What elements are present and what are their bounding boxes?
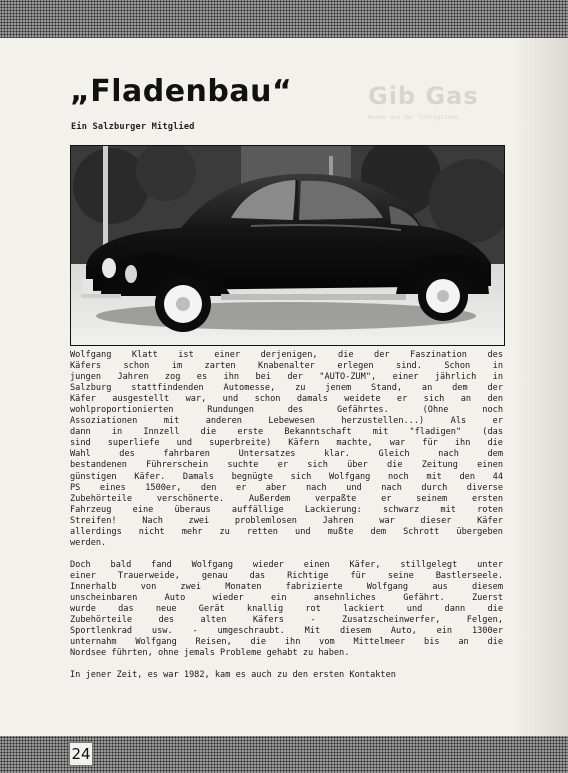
article-body xyxy=(70,350,503,692)
facing-page-edge xyxy=(512,38,568,736)
text-line: Doch bald fand Wolfgang wieder einen Käfer, stillgelegt unter xyxy=(70,559,503,570)
text-line: allerdings nicht mehr zu retten und mußte dem Schrott übergeben xyxy=(70,526,503,537)
text-line: Zubehörteile des alten Käfers - Zusatzscheinwerfer, Felgen, xyxy=(70,615,503,626)
text-line: PS eines 1500er, den er aber nach und nach durch diverse xyxy=(70,482,503,493)
article-byline: Ein Salzburger Mitglied xyxy=(71,122,195,132)
text-line: sind superliefe und superbreite) Käfern machte, war für ihn die xyxy=(70,438,503,449)
article-paragraph-2 xyxy=(70,560,503,659)
text-line: jungen Jahren zog es ihn bei der "AUTO-ZUM", einer jährlich in xyxy=(70,372,503,383)
text-line: Innerhalb von zwei Monaten fabrizierte Wolfgang aus diesem xyxy=(70,581,503,592)
text-line: bestandenen Führerschein suchte er sich über die Zeitung einen xyxy=(70,460,503,471)
show-through-subheading: Neues aus der Tuningszene xyxy=(368,114,459,121)
text-line: unternahm Wolfgang Reisen, die ihn vom Mittelmeer bis an die xyxy=(70,637,503,648)
text-line: günstigen Käfer. Damals begnügte sich Wolfgang noch mit den 44 xyxy=(70,471,503,482)
text-line: Streifen! Nach zwei problemlosen Jahren war dieser Käfer xyxy=(70,515,503,526)
text-line: Nordsee führten, ohne jemals Probleme gehabt zu haben. xyxy=(70,648,350,659)
text-line: wurde das neue Gerät knallig rot lackiert und dann die xyxy=(70,604,503,615)
article-photo-vw-beetle xyxy=(70,145,505,346)
halftone-top-band xyxy=(0,0,568,38)
text-line: In jener Zeit, es war 1982, kam es auch zu den ersten Kontakten xyxy=(70,670,396,681)
text-line: dann in Innzell die erste Bekanntschaft mit "fladigen" (das xyxy=(70,427,503,438)
show-through-heading: Gib Gas xyxy=(368,82,479,110)
text-line: wohlproportionierten Rundungen des Gefährtes. (Ohne noch xyxy=(70,405,503,416)
text-line: Wolfgang Klatt ist einer derjenigen, die der Faszination des xyxy=(70,350,503,360)
text-line: einer Trauerweide, genau das Richtige für seine Bastlerseele. xyxy=(70,570,503,581)
text-line: Zubehörteile verschönerte. Außerdem verpaßte er seinem ersten xyxy=(70,493,503,504)
article-title: „Fladenbau“ xyxy=(70,74,293,109)
article-paragraph-1 xyxy=(70,350,503,549)
text-line: Fahrzeug eine überaus auffällige Lackierung: schwarz mit roten xyxy=(70,504,503,515)
text-line: Sportlenkrad usw. - umgeschraubt. Mit diesem Auto, ein 1300er xyxy=(70,626,503,637)
text-line: Käfer ausgestellt war, und schon damals weidete er sich an den xyxy=(70,394,503,405)
text-line: Wahl des fahrbaren Untersatzes klar. Gleich nach dem xyxy=(70,449,503,460)
text-line: unscheinbaren Auto wieder ein ansehnliches Gefährt. Zuerst xyxy=(70,592,503,603)
article-paragraph-3 xyxy=(70,670,503,681)
page-number: 24 xyxy=(69,742,93,766)
text-line: Käfers schon im zarten Knabenalter erlegen sind. Schon in xyxy=(70,361,503,372)
text-line: Assoziationen mit anderen Lebewesen herzustellen...) Als er xyxy=(70,416,503,427)
beetle-photo-illustration xyxy=(71,146,504,345)
text-line: Salzburg stattfindenden Automesse, zu jenem Stand, an dem der xyxy=(70,383,503,394)
text-line: werden. xyxy=(70,537,107,548)
